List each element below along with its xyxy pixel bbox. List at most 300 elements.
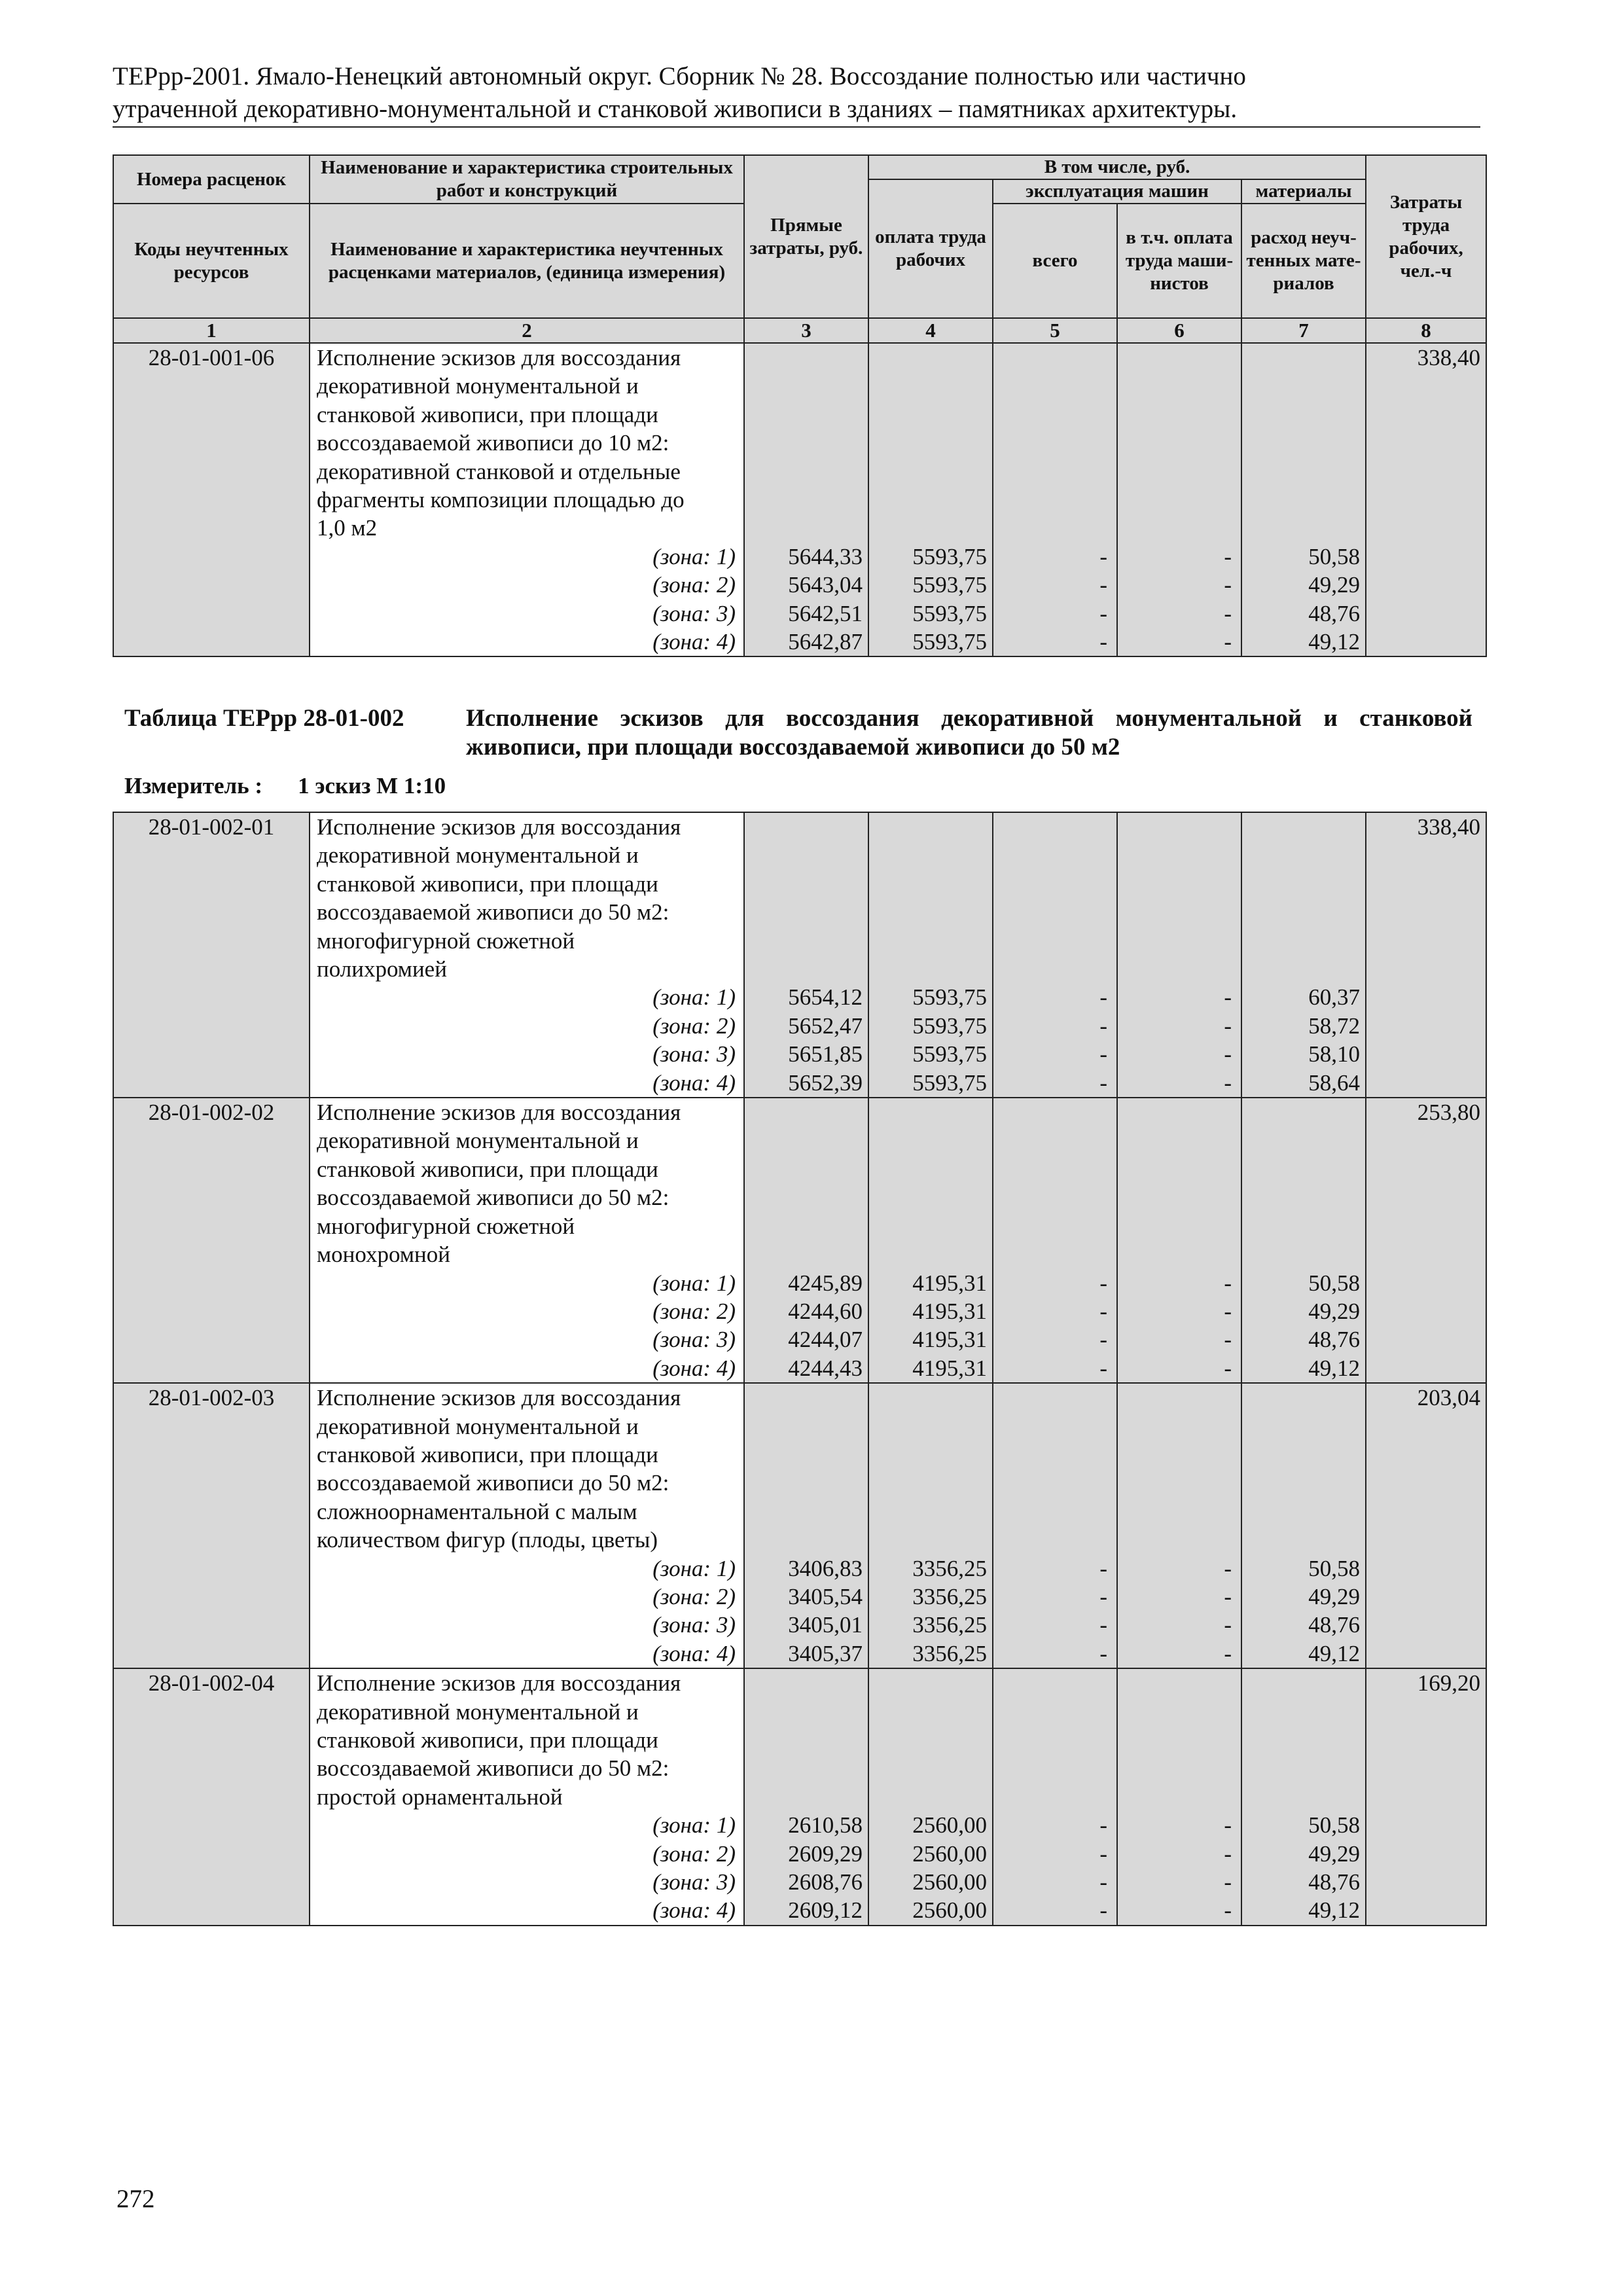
rate-code: 28-01-002-01 bbox=[113, 812, 310, 841]
empty-cell bbox=[1366, 628, 1486, 656]
record-line bbox=[113, 1212, 1486, 1240]
labor-costs bbox=[1366, 457, 1486, 486]
labor-pay: 5593,75 bbox=[868, 543, 993, 571]
empty-cell bbox=[744, 1383, 868, 1412]
materials-cost: 49,29 bbox=[1241, 1297, 1366, 1325]
labor-pay: 5593,75 bbox=[868, 628, 993, 656]
record-line bbox=[113, 1183, 1486, 1211]
direct-costs: 3405,54 bbox=[744, 1583, 868, 1611]
labor-costs: 253,80 bbox=[1366, 1098, 1486, 1126]
zone-label: (зона: 1) bbox=[310, 1269, 744, 1297]
empty-cell bbox=[993, 457, 1117, 486]
empty-cell bbox=[1241, 429, 1366, 457]
direct-costs: 5652,47 bbox=[744, 1012, 868, 1040]
zone-label: (зона: 3) bbox=[310, 1040, 744, 1068]
rate-description: воссоздаваемой живописи до 50 м2: bbox=[310, 1183, 744, 1211]
rate-description: станковой живописи, при площади bbox=[310, 1155, 744, 1183]
empty-cell bbox=[868, 514, 993, 542]
rate-code bbox=[113, 514, 310, 542]
direct-costs: 2608,76 bbox=[744, 1868, 868, 1896]
direct-costs: 3405,01 bbox=[744, 1611, 868, 1639]
machinist-pay: - bbox=[1117, 1269, 1241, 1297]
th-unaccounted-consumption: расход неуч-тенных мате-риалов bbox=[1241, 204, 1366, 318]
empty-cell bbox=[1117, 1526, 1241, 1554]
labor-pay: 3356,25 bbox=[868, 1640, 993, 1668]
record-line bbox=[113, 1412, 1486, 1441]
empty-cell bbox=[744, 401, 868, 429]
empty-cell bbox=[1241, 401, 1366, 429]
machinist-pay: - bbox=[1117, 983, 1241, 1011]
labor-pay: 4195,31 bbox=[868, 1325, 993, 1354]
zone-row bbox=[113, 1611, 1486, 1639]
empty-cell bbox=[744, 841, 868, 869]
direct-costs: 5654,12 bbox=[744, 983, 868, 1011]
labor-pay: 5593,75 bbox=[868, 600, 993, 628]
zone-label: (зона: 1) bbox=[310, 1554, 744, 1583]
empty-cell bbox=[744, 1526, 868, 1554]
col-number: 3 bbox=[744, 318, 868, 343]
rate-code bbox=[113, 1526, 310, 1554]
th-total: всего bbox=[993, 204, 1117, 318]
empty-cell bbox=[868, 841, 993, 869]
empty-cell bbox=[868, 898, 993, 926]
empty-cell bbox=[113, 1868, 310, 1896]
rate-code: 28-01-001-06 bbox=[113, 343, 310, 372]
rate-code bbox=[113, 1183, 310, 1211]
empty-cell bbox=[1241, 1469, 1366, 1497]
table-2-body bbox=[113, 812, 1486, 1926]
machinist-pay: - bbox=[1117, 628, 1241, 656]
machinist-pay: - bbox=[1117, 543, 1241, 571]
materials-cost: 50,58 bbox=[1241, 1554, 1366, 1583]
empty-cell bbox=[868, 1183, 993, 1211]
rate-description: 1,0 м2 bbox=[310, 514, 744, 542]
zone-label: (зона: 3) bbox=[310, 600, 744, 628]
rate-description: простой орнаментальной bbox=[310, 1783, 744, 1811]
machine-total: - bbox=[993, 1896, 1117, 1925]
record-line bbox=[113, 1498, 1486, 1526]
empty-cell bbox=[868, 870, 993, 898]
empty-cell bbox=[1117, 955, 1241, 983]
empty-cell bbox=[744, 514, 868, 542]
empty-cell bbox=[993, 1726, 1117, 1754]
labor-costs bbox=[1366, 514, 1486, 542]
zone-row bbox=[113, 1269, 1486, 1297]
materials-cost: 58,64 bbox=[1241, 1069, 1366, 1098]
rate-description: декоративной монументальной и bbox=[310, 1698, 744, 1726]
rate-code bbox=[113, 1155, 310, 1183]
machine-total: - bbox=[993, 1012, 1117, 1040]
empty-cell bbox=[744, 1498, 868, 1526]
empty-cell bbox=[744, 343, 868, 372]
zone-row bbox=[113, 600, 1486, 628]
machine-total: - bbox=[993, 983, 1117, 1011]
empty-cell bbox=[993, 955, 1117, 983]
empty-cell bbox=[993, 1212, 1117, 1240]
machinist-pay: - bbox=[1117, 1040, 1241, 1068]
col-number: 8 bbox=[1366, 318, 1486, 343]
empty-cell bbox=[868, 1412, 993, 1441]
th-rate-numbers: Номера расценок bbox=[113, 155, 310, 204]
zone-label: (зона: 4) bbox=[310, 1896, 744, 1925]
rate-code: 28-01-002-04 bbox=[113, 1668, 310, 1697]
rate-code bbox=[113, 401, 310, 429]
empty-cell bbox=[1117, 1126, 1241, 1155]
empty-cell bbox=[1366, 1840, 1486, 1868]
rate-description: воссоздаваемой живописи до 10 м2: bbox=[310, 429, 744, 457]
empty-cell bbox=[993, 1240, 1117, 1268]
empty-cell bbox=[1241, 955, 1366, 983]
empty-cell bbox=[868, 1098, 993, 1126]
record-line bbox=[113, 955, 1486, 983]
labor-costs: 338,40 bbox=[1366, 343, 1486, 372]
labor-costs bbox=[1366, 372, 1486, 400]
rate-description: декоративной монументальной и bbox=[310, 1126, 744, 1155]
zone-row bbox=[113, 1297, 1486, 1325]
record-line bbox=[113, 343, 1486, 372]
empty-cell bbox=[1241, 1668, 1366, 1697]
empty-cell bbox=[1241, 1098, 1366, 1126]
empty-cell bbox=[993, 1126, 1117, 1155]
empty-cell bbox=[113, 600, 310, 628]
labor-pay: 5593,75 bbox=[868, 983, 993, 1011]
col-number: 7 bbox=[1241, 318, 1366, 343]
empty-cell bbox=[1241, 372, 1366, 400]
empty-cell bbox=[993, 401, 1117, 429]
empty-cell bbox=[1241, 870, 1366, 898]
th-direct-costs: Прямые затраты, руб. bbox=[744, 155, 868, 318]
machine-total: - bbox=[993, 571, 1117, 599]
zone-label: (зона: 2) bbox=[310, 1840, 744, 1868]
rate-description: сложноорнаментальной с малым bbox=[310, 1498, 744, 1526]
meter-value: 1 эскиз М 1:10 bbox=[298, 773, 446, 798]
empty-cell bbox=[993, 372, 1117, 400]
machine-total: - bbox=[993, 600, 1117, 628]
rate-description: декоративной станковой и отдельные bbox=[310, 457, 744, 486]
zone-label: (зона: 2) bbox=[310, 1012, 744, 1040]
record-line bbox=[113, 1668, 1486, 1697]
empty-cell bbox=[113, 1811, 310, 1839]
empty-cell bbox=[993, 1668, 1117, 1697]
col-number: 2 bbox=[310, 318, 744, 343]
section-label: Таблица ТЕРрр 28-01-002 bbox=[124, 705, 404, 732]
empty-cell bbox=[993, 812, 1117, 841]
direct-costs: 5642,51 bbox=[744, 600, 868, 628]
empty-cell bbox=[113, 543, 310, 571]
empty-cell bbox=[993, 927, 1117, 955]
labor-costs: 338,40 bbox=[1366, 812, 1486, 841]
empty-cell bbox=[868, 1754, 993, 1782]
meter bbox=[124, 773, 446, 799]
empty-cell bbox=[1117, 1212, 1241, 1240]
rate-description: Исполнение эскизов для воссоздания bbox=[310, 343, 744, 372]
zone-label: (зона: 2) bbox=[310, 1583, 744, 1611]
zone-row bbox=[113, 1325, 1486, 1354]
empty-cell bbox=[113, 1325, 310, 1354]
empty-cell bbox=[1241, 812, 1366, 841]
empty-cell bbox=[993, 1383, 1117, 1412]
rate-code bbox=[113, 955, 310, 983]
empty-cell bbox=[868, 1383, 993, 1412]
machine-total: - bbox=[993, 543, 1117, 571]
empty-cell bbox=[113, 1583, 310, 1611]
rate-description: многофигурной сюжетной bbox=[310, 1212, 744, 1240]
machine-total: - bbox=[993, 1554, 1117, 1583]
empty-cell bbox=[744, 812, 868, 841]
labor-pay: 3356,25 bbox=[868, 1554, 993, 1583]
record-line bbox=[113, 429, 1486, 457]
rate-code: 28-01-002-03 bbox=[113, 1383, 310, 1412]
machine-total: - bbox=[993, 1069, 1117, 1098]
labor-pay: 5593,75 bbox=[868, 1069, 993, 1098]
empty-cell bbox=[1366, 1640, 1486, 1668]
zone-label: (зона: 3) bbox=[310, 1611, 744, 1639]
rate-code bbox=[113, 1783, 310, 1811]
empty-cell bbox=[1241, 1212, 1366, 1240]
rate-code bbox=[113, 1498, 310, 1526]
empty-cell bbox=[744, 1469, 868, 1497]
zone-row bbox=[113, 983, 1486, 1011]
rate-description: Исполнение эскизов для воссоздания bbox=[310, 1383, 744, 1412]
machine-total: - bbox=[993, 1840, 1117, 1868]
rate-description: воссоздаваемой живописи до 50 м2: bbox=[310, 1469, 744, 1497]
machinist-pay: - bbox=[1117, 1811, 1241, 1839]
zone-label: (зона: 3) bbox=[310, 1325, 744, 1354]
empty-cell bbox=[1366, 1868, 1486, 1896]
empty-cell bbox=[868, 955, 993, 983]
record-line bbox=[113, 1383, 1486, 1412]
machinist-pay: - bbox=[1117, 600, 1241, 628]
empty-cell bbox=[744, 1155, 868, 1183]
empty-cell bbox=[1117, 401, 1241, 429]
machine-total: - bbox=[993, 1325, 1117, 1354]
empty-cell bbox=[1241, 927, 1366, 955]
machinist-pay: - bbox=[1117, 1611, 1241, 1639]
empty-cell bbox=[1117, 1754, 1241, 1782]
th-labor-pay: оплата труда рабочих bbox=[868, 179, 993, 318]
empty-cell bbox=[868, 1441, 993, 1469]
record-line bbox=[113, 927, 1486, 955]
zone-row bbox=[113, 1012, 1486, 1040]
empty-cell bbox=[1117, 372, 1241, 400]
empty-cell bbox=[1117, 898, 1241, 926]
empty-cell bbox=[1366, 600, 1486, 628]
rate-description: Исполнение эскизов для воссоздания bbox=[310, 1668, 744, 1697]
empty-cell bbox=[1366, 1354, 1486, 1383]
labor-costs bbox=[1366, 1441, 1486, 1469]
direct-costs: 5643,04 bbox=[744, 571, 868, 599]
empty-cell bbox=[868, 343, 993, 372]
labor-pay: 4195,31 bbox=[868, 1354, 993, 1383]
empty-cell bbox=[113, 1069, 310, 1098]
rate-description: Исполнение эскизов для воссоздания bbox=[310, 1098, 744, 1126]
rate-description: фрагменты композиции площадью до bbox=[310, 486, 744, 514]
machinist-pay: - bbox=[1117, 1896, 1241, 1925]
record-line bbox=[113, 457, 1486, 486]
machinist-pay: - bbox=[1117, 1012, 1241, 1040]
rate-description: воссоздаваемой живописи до 50 м2: bbox=[310, 1754, 744, 1782]
record-line bbox=[113, 1726, 1486, 1754]
rate-code bbox=[113, 1698, 310, 1726]
empty-cell bbox=[1117, 1783, 1241, 1811]
labor-costs bbox=[1366, 1126, 1486, 1155]
direct-costs: 4245,89 bbox=[744, 1269, 868, 1297]
th-machinist-pay: в т.ч. оплата труда маши-нистов bbox=[1117, 204, 1241, 318]
machine-total: - bbox=[993, 1811, 1117, 1839]
machinist-pay: - bbox=[1117, 1868, 1241, 1896]
machine-total: - bbox=[993, 1868, 1117, 1896]
empty-cell bbox=[1366, 1269, 1486, 1297]
labor-pay: 2560,00 bbox=[868, 1811, 993, 1839]
empty-cell bbox=[744, 1754, 868, 1782]
empty-cell bbox=[113, 983, 310, 1011]
machinist-pay: - bbox=[1117, 1069, 1241, 1098]
empty-cell bbox=[113, 1269, 310, 1297]
zone-label: (зона: 2) bbox=[310, 1297, 744, 1325]
empty-cell bbox=[868, 812, 993, 841]
materials-cost: 49,12 bbox=[1241, 1354, 1366, 1383]
th-in-that-number: В том числе, руб. bbox=[868, 155, 1366, 179]
empty-cell bbox=[1117, 870, 1241, 898]
materials-cost: 58,72 bbox=[1241, 1012, 1366, 1040]
record-line bbox=[113, 1469, 1486, 1497]
empty-cell bbox=[868, 1726, 993, 1754]
empty-cell bbox=[1117, 1668, 1241, 1697]
record-line bbox=[113, 841, 1486, 869]
labor-costs bbox=[1366, 1698, 1486, 1726]
rate-description: станковой живописи, при площади bbox=[310, 401, 744, 429]
empty-cell bbox=[868, 429, 993, 457]
labor-pay: 4195,31 bbox=[868, 1269, 993, 1297]
empty-cell bbox=[1117, 1469, 1241, 1497]
rate-description: количеством фигур (плоды, цветы) bbox=[310, 1526, 744, 1554]
empty-cell bbox=[744, 1726, 868, 1754]
empty-cell bbox=[1241, 343, 1366, 372]
machinist-pay: - bbox=[1117, 1840, 1241, 1868]
empty-cell bbox=[868, 486, 993, 514]
empty-cell bbox=[993, 429, 1117, 457]
empty-cell bbox=[1117, 1726, 1241, 1754]
labor-costs bbox=[1366, 870, 1486, 898]
materials-cost: 48,76 bbox=[1241, 1611, 1366, 1639]
labor-costs bbox=[1366, 1412, 1486, 1441]
empty-cell bbox=[113, 1012, 310, 1040]
empty-cell bbox=[993, 1098, 1117, 1126]
record-line bbox=[113, 486, 1486, 514]
labor-costs bbox=[1366, 1754, 1486, 1782]
rate-description: станковой живописи, при площади bbox=[310, 870, 744, 898]
empty-cell bbox=[1366, 983, 1486, 1011]
empty-cell bbox=[993, 1155, 1117, 1183]
empty-cell bbox=[1366, 1896, 1486, 1925]
materials-cost: 49,12 bbox=[1241, 1640, 1366, 1668]
labor-costs bbox=[1366, 841, 1486, 869]
machine-total: - bbox=[993, 1611, 1117, 1639]
direct-costs: 2609,29 bbox=[744, 1840, 868, 1868]
machine-total: - bbox=[993, 1640, 1117, 1668]
empty-cell bbox=[993, 486, 1117, 514]
rate-description: воссоздаваемой живописи до 50 м2: bbox=[310, 898, 744, 926]
materials-cost: 50,58 bbox=[1241, 1811, 1366, 1839]
empty-cell bbox=[1117, 927, 1241, 955]
empty-cell bbox=[993, 1526, 1117, 1554]
rate-code bbox=[113, 841, 310, 869]
table-1-body bbox=[113, 343, 1486, 656]
rate-description: станковой живописи, при площади bbox=[310, 1726, 744, 1754]
col-number: 1 bbox=[113, 318, 310, 343]
empty-cell bbox=[868, 372, 993, 400]
labor-pay: 3356,25 bbox=[868, 1611, 993, 1639]
page-number: 272 bbox=[116, 2185, 155, 2213]
zone-row bbox=[113, 543, 1486, 571]
empty-cell bbox=[993, 898, 1117, 926]
record-line bbox=[113, 401, 1486, 429]
column-numbers-row bbox=[113, 318, 1486, 343]
labor-pay: 2560,00 bbox=[868, 1868, 993, 1896]
machinist-pay: - bbox=[1117, 1640, 1241, 1668]
empty-cell bbox=[1117, 486, 1241, 514]
empty-cell bbox=[1366, 1325, 1486, 1354]
zone-label: (зона: 4) bbox=[310, 1069, 744, 1098]
empty-cell bbox=[113, 1611, 310, 1639]
record-line bbox=[113, 1783, 1486, 1811]
rate-code bbox=[113, 1754, 310, 1782]
machine-total: - bbox=[993, 1297, 1117, 1325]
direct-costs: 4244,60 bbox=[744, 1297, 868, 1325]
direct-costs: 2610,58 bbox=[744, 1811, 868, 1839]
th-material-name: Наименование и характеристика неучтенных расценками материалов, (единица измерения) bbox=[310, 204, 744, 318]
rate-code bbox=[113, 1441, 310, 1469]
zone-label: (зона: 1) bbox=[310, 983, 744, 1011]
rate-code bbox=[113, 457, 310, 486]
machinist-pay: - bbox=[1117, 1325, 1241, 1354]
rate-code bbox=[113, 1469, 310, 1497]
labor-pay: 2560,00 bbox=[868, 1840, 993, 1868]
record-line bbox=[113, 870, 1486, 898]
empty-cell bbox=[744, 1126, 868, 1155]
rate-description: монохромной bbox=[310, 1240, 744, 1268]
labor-costs bbox=[1366, 1155, 1486, 1183]
empty-cell bbox=[1241, 1754, 1366, 1782]
empty-cell bbox=[868, 1240, 993, 1268]
rate-code bbox=[113, 1412, 310, 1441]
empty-cell bbox=[993, 870, 1117, 898]
empty-cell bbox=[744, 429, 868, 457]
header-rule bbox=[113, 126, 1480, 128]
empty-cell bbox=[868, 1498, 993, 1526]
machinist-pay: - bbox=[1117, 1354, 1241, 1383]
header-line-2: утраченной декоративно-монументальной и станковой живописи в зданиях – памятниках архитектуры. bbox=[113, 95, 1238, 123]
record-line bbox=[113, 1155, 1486, 1183]
rates-table-2 bbox=[113, 812, 1487, 1926]
materials-cost: 49,29 bbox=[1241, 1583, 1366, 1611]
machinist-pay: - bbox=[1117, 1297, 1241, 1325]
empty-cell bbox=[1117, 457, 1241, 486]
labor-costs bbox=[1366, 1183, 1486, 1211]
rate-description: многофигурной сюжетной bbox=[310, 927, 744, 955]
record-line bbox=[113, 1098, 1486, 1126]
labor-pay: 5593,75 bbox=[868, 1012, 993, 1040]
empty-cell bbox=[1241, 1698, 1366, 1726]
record-line bbox=[113, 1698, 1486, 1726]
empty-cell bbox=[868, 1698, 993, 1726]
direct-costs: 2609,12 bbox=[744, 1896, 868, 1925]
zone-row bbox=[113, 1640, 1486, 1668]
zone-row bbox=[113, 1811, 1486, 1839]
empty-cell bbox=[113, 1840, 310, 1868]
empty-cell bbox=[744, 457, 868, 486]
zone-row bbox=[113, 1583, 1486, 1611]
